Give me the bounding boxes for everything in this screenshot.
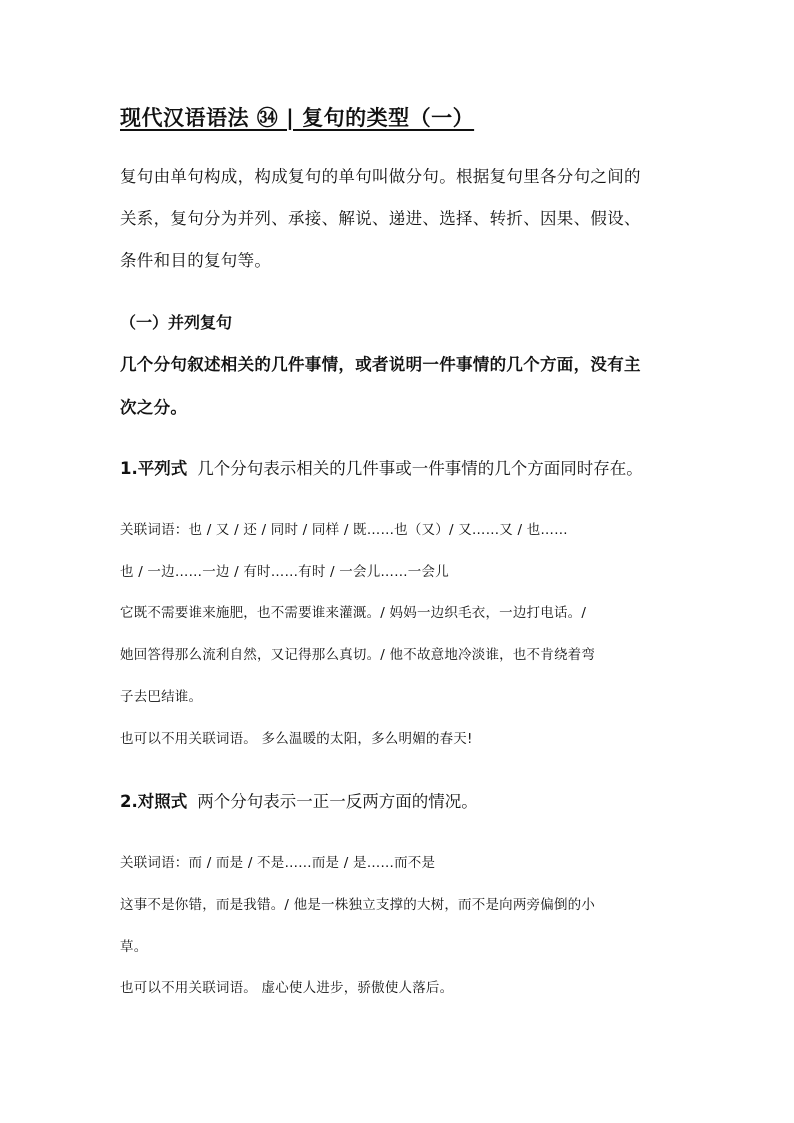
subsection-heading — [120, 455, 643, 479]
example-line: 子去巴结谁。 — [120, 689, 203, 705]
subsection-text: 几个分句表示相关的几件事或一件事情的几个方面同时存在。 — [197, 459, 643, 478]
example-line: 她回答得那么流利自然，又记得那么真切。/ 他不故意地冷淡谁，也不肯绕着弯 — [120, 647, 596, 663]
example-line: 它既不需要谁来施肥，也不需要谁来灌溉。/ 妈妈一边织毛衣，一边打电话。/ — [120, 605, 587, 621]
subsection-text: 两个分句表示一正一反两方面的情况。 — [197, 792, 478, 811]
example-line: 这事不是你错，而是我错。/ 他是一株独立支撑的大树，而不是向两旁偏倒的小 — [120, 897, 596, 913]
page-title: 现代汉语语法 ㉞ | 复句的类型（一） — [120, 106, 475, 130]
note-line: 也可以不用关联词语。 虚心使人进步，骄傲使人落后。 — [120, 980, 454, 996]
section-heading: （一）并列复句 — [120, 313, 233, 332]
connectives-line: 也 / 一边……一边 / 有时……有时 / 一会儿……一会儿 — [120, 564, 449, 580]
connectives-line: 关联词语：也 / 又 / 还 / 同时 / 同样 / 既……也（又）/ 又……又 / 也…… — [120, 522, 568, 538]
intro-line: 复句由单句构成，构成复句的单句叫做分句。根据复句里各分句之间的 — [120, 167, 641, 186]
section-definition-line: 几个分句叙述相关的几件事情，或者说明一件事情的几个方面，没有主 — [120, 355, 641, 374]
note-line: 也可以不用关联词语。 多么温暖的太阳，多么明媚的春天! — [120, 731, 473, 747]
intro-line: 关系，复句分为并列、承接、解说、递进、选择、转折、因果、假设、 — [120, 209, 641, 228]
intro-line: 条件和目的复句等。 — [120, 251, 272, 270]
connectives-line: 关联词语：而 / 而是 / 不是……而是 / 是……而不是 — [120, 855, 436, 871]
section-definition-line: 次之分。 — [120, 398, 188, 417]
subsection-label: 1.平列式 — [120, 459, 188, 478]
subsection-label: 2.对照式 — [120, 792, 188, 811]
subsection-heading — [120, 788, 478, 812]
example-line: 草。 — [120, 939, 148, 955]
